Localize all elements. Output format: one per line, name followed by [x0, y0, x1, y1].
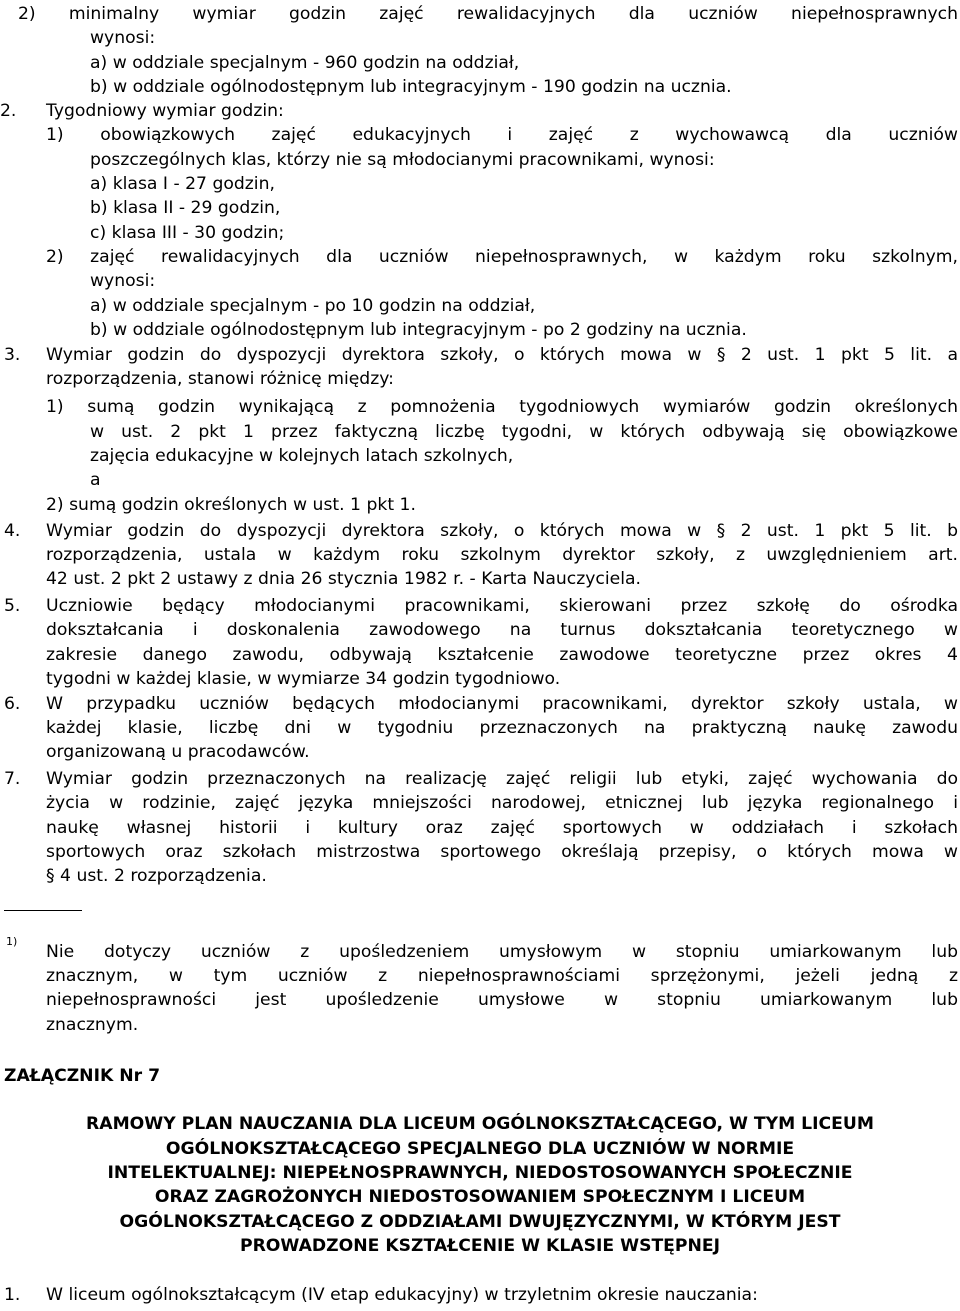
annex-title-line: OGÓLNOKSZTAŁCĄCEGO SPECJALNEGO DLA UCZNIÓW W NORMIE — [165, 1139, 795, 1159]
paragraph-line: Wymiar godzin do dyspozycji dyrektora szkoły, o których mowa w § 2 ust. 1 pkt 5 lit. b — [46, 521, 958, 541]
section-number: 3. — [4, 345, 21, 365]
annex-title-line: PROWADZONE KSZTAŁCENIE W KLASIE WSTĘPNEJ — [239, 1236, 721, 1256]
paragraph-line: W przypadku uczniów będących młodocianymi pracownikami, dyrektor szkoły ustala, w — [46, 694, 958, 714]
section-number: 7. — [4, 769, 21, 789]
section-title: Tygodniowy wymiar godzin: — [46, 101, 284, 121]
paragraph-line: naukę własnej historii i kultury oraz zajęć sportowych w oddziałach i szkołach — [46, 818, 958, 838]
list-item: c) klasa III - 30 godzin; — [90, 223, 285, 243]
list-item: 2) sumą godzin określonych w ust. 1 pkt 1. — [46, 495, 416, 515]
paragraph-line: organizowaną u pracodawców. — [46, 742, 310, 762]
list-item: b) klasa II - 29 godzin, — [90, 198, 281, 218]
section-number: 5. — [4, 596, 21, 616]
paragraph-line: 2) zajęć rewalidacyjnych dla uczniów niepełnosprawnych, w każdym roku szkolnym, — [46, 247, 958, 267]
annex-title-line: ORAZ ZAGROŻONYCH NIEDOSTOSOWANIEM SPOŁECZNYM I LICEUM — [154, 1187, 806, 1207]
paragraph-line: tygodni w każdej klasie, w wymiarze 34 godzin tygodniowo. — [46, 669, 561, 689]
paragraph-line: 2) minimalny wymiar godzin zajęć rewalidacyjnych dla uczniów niepełnosprawnych — [18, 4, 958, 24]
paragraph-line: życia w rodzinie, zajęć języka mniejszości narodowej, etnicznej lub języka regionalnego i — [46, 793, 958, 813]
paragraph-line: 42 ust. 2 pkt 2 ustawy z dnia 26 stycznia 1982 r. - Karta Nauczyciela. — [46, 569, 641, 589]
paragraph-line: dokształcania i doskonalenia zawodowego na turnus dokształcania teoretycznego w — [46, 620, 958, 640]
paragraph-line: 1) sumą godzin wynikającą z pomnożenia tygodniowych wymiarów godzin określonych — [46, 397, 958, 417]
footnote-line: Nie dotyczy uczniów z upośledzeniem umysłowym w stopniu umiarkowanym lub — [46, 942, 958, 962]
paragraph-line: zakresie danego zawodu, odbywają kształcenie zawodowe teoretyczne przez okres 4 — [46, 645, 958, 665]
paragraph-line: Wymiar godzin do dyspozycji dyrektora szkoły, o których mowa w § 2 ust. 1 pkt 5 lit. a — [46, 345, 958, 365]
list-item: a) w oddziale specjalnym - 960 godzin na oddział, — [90, 53, 520, 73]
list-item: b) w oddziale ogólnodostępnym lub integracyjnym - po 2 godziny na ucznia. — [90, 320, 747, 340]
annex-title-line: RAMOWY PLAN NAUCZANIA DLA LICEUM OGÓLNOKSZTAŁCĄCEGO, W TYM LICEUM — [86, 1114, 874, 1134]
paragraph-line: każdej klasie, liczbę dni w tygodniu przeznaczonych na praktyczną naukę zawodu — [46, 718, 958, 738]
paragraph-line: zajęcia edukacyjne w kolejnych latach szkolnych, — [90, 446, 514, 466]
section-number: 6. — [4, 694, 21, 714]
paragraph-line: rozporządzenia, stanowi różnicę między: — [46, 369, 394, 389]
section-number: 4. — [4, 521, 21, 541]
paragraph-line: Uczniowie będący młodocianymi pracownikami, skierowani przez szkołę do ośrodka — [46, 596, 958, 616]
annex-label: ZAŁĄCZNIK Nr 7 — [4, 1066, 161, 1086]
annex-title-line: OGÓLNOKSZTAŁCĄCEGO Z ODDZIAŁAMI DWUJĘZYCZNYMI, W KTÓRYM JEST — [119, 1212, 841, 1232]
paragraph-line: sportowych oraz szkołach mistrzostwa sportowego określają przepisy, o których mowa w — [46, 842, 958, 862]
paragraph-line: wynosi: — [90, 28, 156, 48]
footnote-marker: 1) — [6, 935, 18, 948]
paragraph-line: rozporządzenia, ustala w każdym roku szkolnym dyrektor szkoły, z uwzględnieniem art. — [46, 545, 958, 565]
annex-title-line: INTELEKTUALNEJ: NIEPEŁNOSPRAWNYCH, NIEDOSTOSOWANYCH SPOŁECZNIE — [107, 1163, 853, 1183]
paragraph-line: poszczególnych klas, którzy nie są młodocianymi pracownikami, wynosi: — [90, 150, 715, 170]
paragraph-line: 1) obowiązkowych zajęć edukacyjnych i zajęć z wychowawcą dla uczniów — [46, 125, 958, 145]
footnote-separator — [4, 910, 82, 911]
paragraph-line: wynosi: — [90, 271, 156, 291]
paragraph-line: § 4 ust. 2 rozporządzenia. — [46, 866, 267, 886]
paragraph-line: w ust. 2 pkt 1 przez faktyczną liczbę tygodni, w których odbywają się obowiązkowe — [90, 422, 958, 442]
list-item: a) w oddziale specjalnym - po 10 godzin na oddział, — [90, 296, 536, 316]
paragraph-line: W liceum ogólnokształcącym (IV etap edukacyjny) w trzyletnim okresie nauczania: — [46, 1285, 758, 1305]
list-item: a) klasa I - 27 godzin, — [90, 174, 275, 194]
paragraph-line: a — [90, 470, 101, 490]
footnote-line: niepełnosprawności jest upośledzenie umysłowe w stopniu umiarkowanym lub — [46, 990, 958, 1010]
paragraph-line: Wymiar godzin przeznaczonych na realizację zajęć religii lub etyki, zajęć wychowania do — [46, 769, 958, 789]
footnote-line: znacznym. — [46, 1015, 139, 1035]
list-item: b) w oddziale ogólnodostępnym lub integracyjnym - 190 godzin na ucznia. — [90, 77, 732, 97]
section-number: 2. — [0, 101, 17, 121]
section-number: 1. — [4, 1285, 21, 1305]
footnote-line: znacznym, w tym uczniów z niepełnosprawnościami sprzężonymi, jeżeli jedną z — [46, 966, 958, 986]
